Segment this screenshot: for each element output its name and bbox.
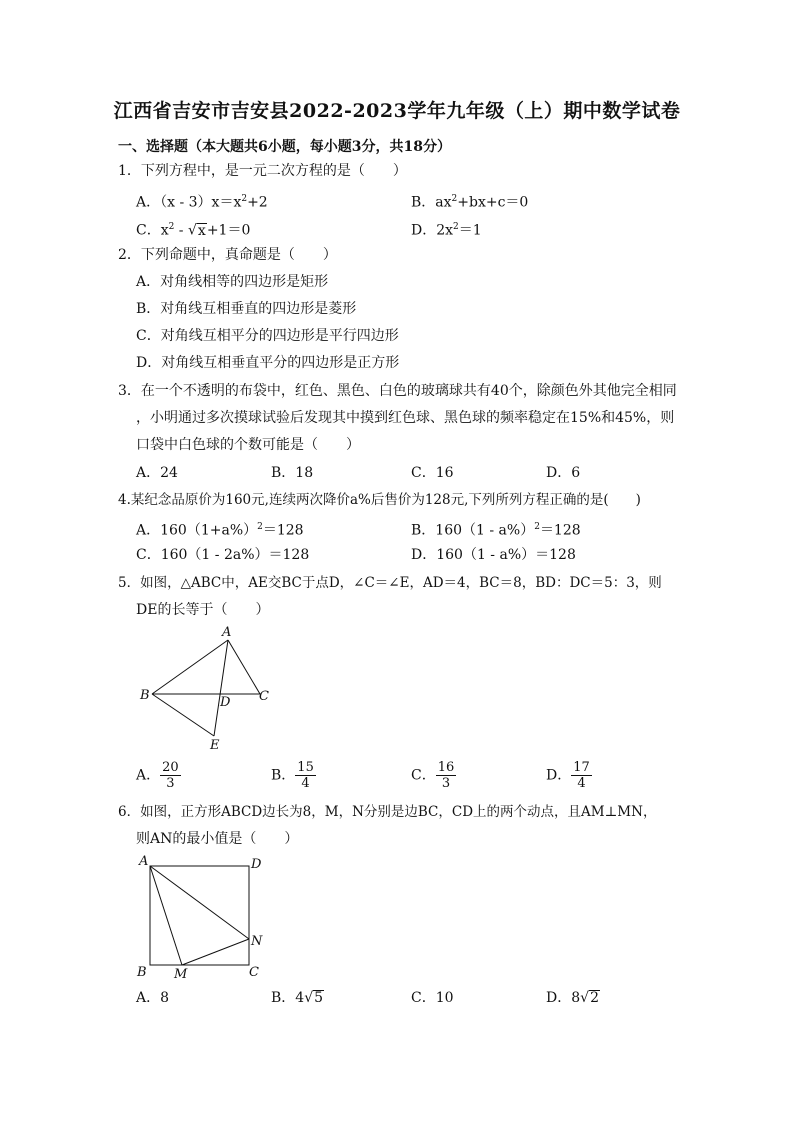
q3-option-c: C．16 bbox=[411, 465, 454, 481]
exam-title: 江西省吉安市吉安县2022-2023学年九年级（上）期中数学试卷 bbox=[113, 100, 681, 122]
q3-line1: 3．在一个不透明的布袋中，红色、黑色、白色的玻璃球共有40个，除颜色外其他完全相同 bbox=[118, 383, 677, 399]
q2-option-a: A．对角线相等的四边形是矩形 bbox=[136, 274, 329, 290]
q3-option-a: A．24 bbox=[136, 465, 178, 481]
segment-be bbox=[152, 694, 214, 736]
section-heading: 一、选择题（本大题共6小题，每小题3分，共18分） bbox=[118, 139, 451, 155]
q5-line1: 5．如图，△ABC中，AE交BC于点D，∠C＝∠E，AD＝4，BC＝8，BD：DC＝5：3，则 bbox=[118, 575, 662, 591]
label-b: B bbox=[137, 965, 147, 980]
q5-triangle-figure bbox=[130, 622, 290, 752]
sqrt-x: x bbox=[197, 222, 206, 239]
label-e: E bbox=[210, 738, 220, 752]
q2-stem: 2．下列命题中，真命题是（ ） bbox=[118, 247, 337, 263]
q6-option-b: B．4√5 bbox=[271, 990, 324, 1006]
q6-option-c: C．10 bbox=[411, 990, 454, 1006]
label-m: M bbox=[174, 967, 188, 982]
q5-option-a: A． $\frac{20}{3}$ bbox=[136, 760, 179, 791]
q6-line2: 则AN的最小值是（ ） bbox=[136, 831, 299, 847]
square-abcd bbox=[150, 866, 249, 965]
segment-ac bbox=[228, 640, 260, 694]
q5-option-b: B． $\frac{15}{4}$ bbox=[271, 760, 314, 791]
segment-ae bbox=[214, 640, 228, 736]
q5-option-c: C． $\frac{16}{3}$ bbox=[411, 760, 455, 791]
q3-line3: 口袋中白色球的个数可能是（ ） bbox=[136, 437, 360, 453]
label-c: C bbox=[259, 689, 269, 704]
q4-stem: 4.某纪念品原价为160元,连续两次降价a%后售价为128元,下列所列方程正确的是( ) bbox=[118, 492, 641, 508]
q3-option-d: D．6 bbox=[546, 465, 581, 481]
q3-line2: ，小明通过多次摸球试验后发现其中摸到红色球、黑色球的频率稳定在15%和45%，则 bbox=[136, 410, 675, 426]
q4-option-b: B．160（1 - a%）$^2$＝128 bbox=[411, 522, 581, 539]
segment-an bbox=[150, 866, 249, 939]
label-a: A bbox=[222, 625, 232, 640]
q1-option-c: C．$x^2 - √x+1=0$ bbox=[136, 222, 251, 239]
q6-square-figure bbox=[130, 852, 275, 987]
segment-am bbox=[150, 866, 182, 965]
label-a: A bbox=[139, 854, 149, 869]
label-d: D bbox=[251, 857, 262, 872]
label-b: B bbox=[140, 688, 150, 703]
q1-option-b: B．$ax^2+bx+c=0$ bbox=[411, 194, 529, 211]
q6-option-a: A．8 bbox=[136, 990, 170, 1006]
q1-option-d: D．$2x^2=1$ bbox=[411, 222, 482, 239]
label-d: D bbox=[220, 695, 231, 710]
segment-ba bbox=[152, 640, 228, 694]
q4-option-d: D．160（1 - a%）＝128 bbox=[411, 547, 576, 563]
segment-mn bbox=[182, 939, 249, 965]
q1-stem: 1．下列方程中，是一元二次方程的是（ ） bbox=[118, 163, 407, 179]
q2-option-d: D．对角线互相垂直平分的四边形是正方形 bbox=[136, 355, 400, 371]
q2-option-c: C．对角线互相平分的四边形是平行四边形 bbox=[136, 328, 399, 344]
q2-option-b: B．对角线互相垂直的四边形是菱形 bbox=[136, 301, 357, 317]
label-n: N bbox=[251, 934, 263, 949]
q4-option-a: A．$160(1+a\%)^2=128$ bbox=[136, 522, 304, 539]
q6-line1: 6．如图，正方形ABCD边长为8，M，N分别是边BC，CD上的两个动点，且AM⊥MN， bbox=[118, 804, 657, 820]
q5-option-d: D． $\frac{17}{4}$ bbox=[546, 760, 590, 791]
label-c: C bbox=[249, 965, 259, 980]
q4-option-c: C．160（1 - 2a%）＝128 bbox=[136, 547, 310, 563]
q3-option-b: B．18 bbox=[271, 465, 314, 481]
q5-line2: DE的长等于（ ） bbox=[136, 602, 270, 618]
q1-option-a: A．$(x - 3)x=x^2+2$ bbox=[136, 194, 268, 211]
q6-option-d: D．8√2 bbox=[546, 990, 599, 1006]
